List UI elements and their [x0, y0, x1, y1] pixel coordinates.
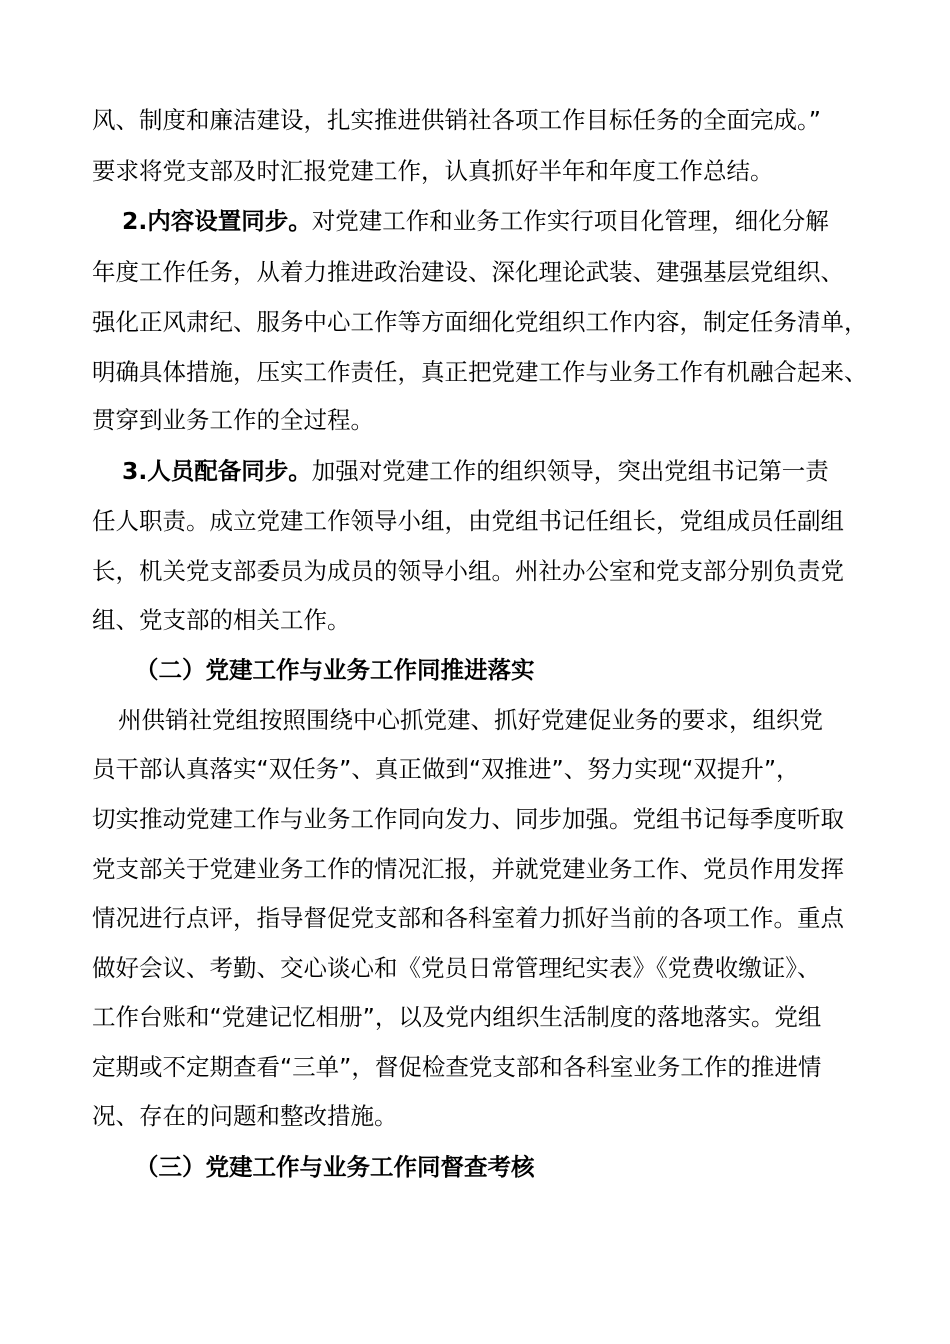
paragraph-line: 年度工作任务，从着力推进政治建设、深化理论武装、建强基层党组织、	[92, 258, 844, 286]
paragraph-line: 风、制度和廉洁建设，扎实推进供销社各项工作目标任务的全面完成。”	[92, 106, 821, 134]
paragraph-line: 况、存在的问题和整改措施。	[92, 1102, 398, 1130]
paragraph-line: 强化正风肃纪、服务中心工作等方面细化党组织工作内容，制定任务清单，	[92, 308, 868, 336]
paragraph-line: 工作台账和“党建记忆相册”，以及党内组织生活制度的落地落实。党组	[92, 1003, 822, 1031]
subsection-3-label: 3.人员配备同步。	[122, 457, 312, 485]
paragraph-line: 员干部认真落实“双任务”、真正做到“双推进”、努力实现“双提升”，	[92, 755, 800, 783]
paragraph-line: 组、党支部的相关工作。	[92, 606, 351, 634]
paragraph-line: 切实推动党建工作与业务工作同向发力、同步加强。党组书记每季度听取	[92, 805, 844, 833]
paragraph-line: 对党建工作和业务工作实行项目化管理，细化分解	[311, 207, 829, 235]
paragraph-line: 做好会议、考勤、交心谈心和《党员日常管理纪实表》《党费收缴证》、	[92, 954, 821, 982]
paragraph-line: 州供销社党组按照围绕中心抓党建、抓好党建促业务的要求，组织党	[118, 706, 823, 734]
section-heading-2: （二）党建工作与业务工作同推进落实	[135, 656, 535, 684]
paragraph-line: 明确具体措施，压实工作责任，真正把党建工作与业务工作有机融合起来、	[92, 358, 868, 386]
paragraph-line: 任人职责。成立党建工作领导小组，由党组书记任组长，党组成员任副组	[92, 507, 844, 535]
section-heading-3: （三）党建工作与业务工作同督查考核	[135, 1153, 535, 1181]
paragraph-line: 贯穿到业务工作的全过程。	[92, 406, 374, 434]
paragraph-line: 加强对党建工作的组织领导，突出党组书记第一责	[311, 457, 829, 485]
paragraph-line: 长，机关党支部委员为成员的领导小组。州社办公室和党支部分别负责党	[92, 557, 844, 585]
paragraph-line: 定期或不定期查看“三单”，督促检查党支部和各科室业务工作的推进情	[92, 1053, 822, 1081]
subsection-3-line	[122, 456, 829, 486]
subsection-2-line	[122, 206, 829, 236]
paragraph-line: 情况进行点评，指导督促党支部和各科室着力抓好当前的各项工作。重点	[92, 904, 844, 932]
paragraph-line: 要求将党支部及时汇报党建工作，认真抓好半年和年度工作总结。	[92, 157, 774, 185]
paragraph-line: 党支部关于党建业务工作的情况汇报，并就党建业务工作、党员作用发挥	[92, 855, 844, 883]
subsection-2-label: 2.内容设置同步。	[122, 207, 312, 235]
